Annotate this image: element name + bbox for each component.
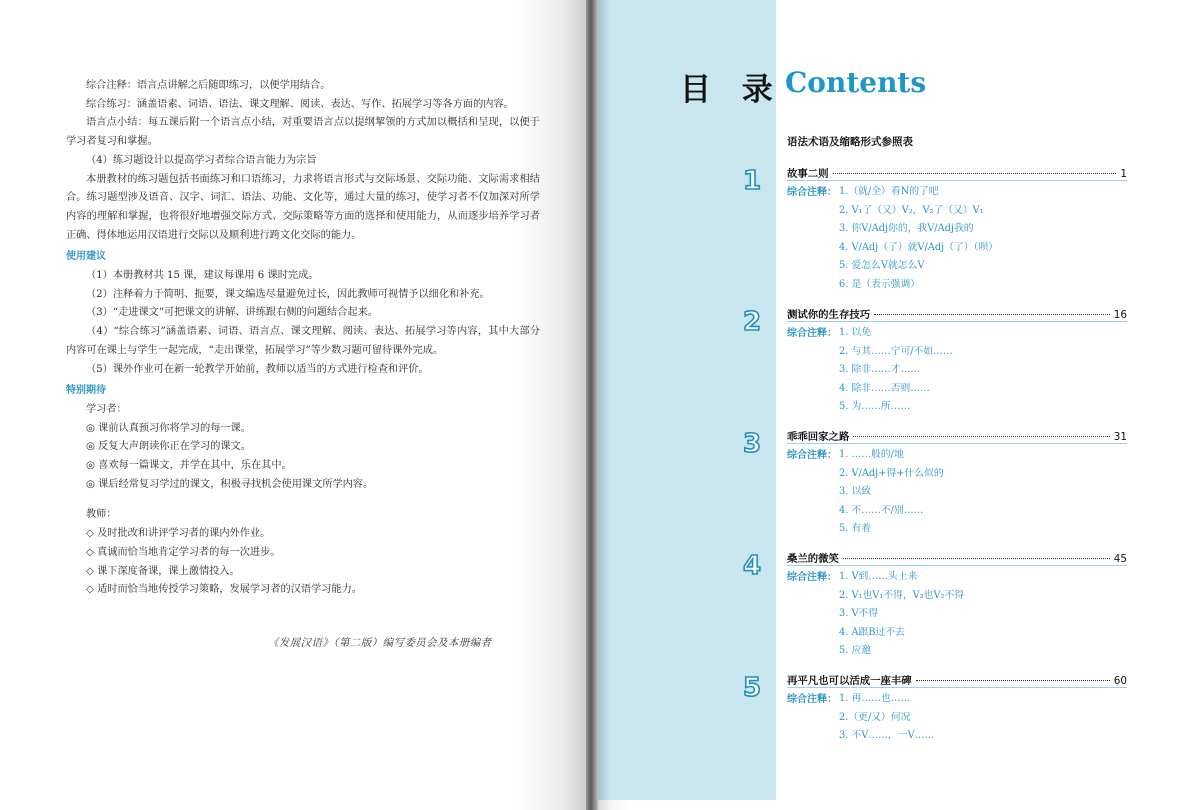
teacher-item: ◇ 及时批改和讲评学习者的课内外作业。 (86, 528, 271, 540)
lesson-page-number: 60 (1113, 675, 1127, 687)
grammar-point: 3. V不得 (839, 608, 879, 619)
learner-item: ◎ 反复大声朗读你正在学习的课文。 (86, 441, 251, 453)
lesson-page-number: 31 (1113, 431, 1127, 443)
grammar-point: 1.（就/全）看N的了吧 (839, 186, 939, 197)
teacher-item: ◇ 适时而恰当地传授学习策略，发展学习者的汉语学习能力。 (86, 584, 362, 596)
grammar-point: 5. 为……所…… (839, 401, 911, 412)
notes-label: 综合注释： (787, 450, 837, 461)
page-shadow (597, 0, 611, 800)
leader-dots (916, 680, 1110, 681)
lesson-page-number: 16 (1113, 309, 1127, 321)
lesson-page-number: 1 (1120, 168, 1127, 180)
lesson-entry[interactable] (787, 428, 1127, 443)
grammar-point: 2.（更/又）何况 (839, 711, 911, 723)
para-design: （4）练习题设计以提高学习者综合语言能力为宗旨 (86, 154, 317, 166)
grammar-point: 4. V/Adj（了）就V/Adj（了）（呗） (839, 241, 999, 253)
leader-dots (853, 436, 1109, 437)
lesson-number-badge: 2 (742, 307, 762, 337)
para-notes: 综合注释：语言点讲解之后随即练习，以便学用结合。 (86, 80, 331, 91)
grammar-point: 3. 除非……才…… (839, 364, 921, 375)
grammar-point: 2. V₁也V₁不得，V₂也V₂不得 (839, 589, 965, 601)
notes-label: 综合注释： (787, 187, 837, 198)
lesson-number-badge: 5 (742, 673, 762, 703)
teacher-item: ◇ 课下深度备课，课上激情投入。 (86, 565, 240, 577)
lesson-divider (787, 565, 1127, 566)
grammar-point: 4. A跟B过不去 (839, 626, 905, 638)
learner-item: ◎ 喜欢每一篇课文，并学在其中，乐在其中。 (86, 460, 292, 472)
lesson-entry[interactable] (787, 550, 1127, 565)
lesson-divider (787, 687, 1127, 688)
grammar-point: 3. 不V……，一V…… (839, 730, 935, 741)
lesson-title: 故事二则 (787, 168, 829, 180)
editors-signature: 《发展汉语》（第二版）编写委员会及本册编者 (268, 637, 492, 649)
left-page-body (66, 77, 540, 600)
usage-item: （3）“走进课文”可把课文的讲解、讲练跟右侧的问题结合起来。 (86, 307, 378, 319)
toc-reference-table[interactable]: 语法术语及缩略形式参照表 (787, 136, 913, 148)
notes-label: 综合注释： (787, 572, 837, 583)
lesson-number-badge: 3 (742, 429, 762, 459)
grammar-point: 3. 以致 (839, 486, 872, 497)
teacher-item: ◇ 真诚而恰当地肯定学习者的每一次进步。 (86, 546, 281, 558)
learner-label: 学习者： (86, 403, 127, 415)
grammar-point: 1. 以免 (839, 327, 872, 338)
notes-label: 综合注释： (787, 328, 837, 339)
leader-dots (833, 173, 1117, 174)
lesson-number-badge: 4 (742, 551, 762, 581)
grammar-point: 5. 应邀 (839, 645, 872, 656)
lesson-entry[interactable] (787, 672, 1127, 687)
lesson-divider (787, 321, 1127, 322)
grammar-point: 2. V₁了（又）V₂，V₂了（又）V₁ (839, 204, 984, 216)
lesson-title: 桑兰的微笑 (787, 553, 839, 565)
lesson-divider (787, 443, 1127, 444)
learner-item: ◎ 课前认真预习你将学习的每一课。 (86, 422, 251, 434)
usage-item: （1）本册教材共 15 课，建议每课用 6 课时完成。 (86, 270, 319, 282)
grammar-point: 2. V/Adj+得+什么似的 (839, 467, 944, 479)
grammar-point: 2. 与其……宁可/不如…… (839, 345, 953, 357)
usage-item: （4）“综合练习”涵盖语素、词语、语言点、课文理解、阅读、表达、拓展学习等内容，其中大部分内容可在课上与学生一起完成，“走出课堂，拓展学习”等少数习题可留待课外完成。 (66, 326, 540, 356)
grammar-point: 5. 爱怎么V就怎么V (839, 260, 925, 271)
teacher-label: 教师： (86, 509, 117, 521)
para-practice: 本册教材的练习题包括书面练习和口语练习，力求将语言形式与交际场景、交际功能、文际需求相结合。练习题型涉及语音、汉字、词汇、语法、功能、文化等，通过大量的练习，使学习者不仅加深对所学内容的理解和掌握，也将很好地增强交际方式、交际策略等方面的选择和使用能力，从而逐步培养学习者正确、得体地运用汉语进行交际以及顺利进行跨文化交际的能力。 (66, 173, 540, 241)
learner-item: ◎ 课后经常复习学过的课文，积极寻找机会使用课文所学内容。 (86, 478, 374, 490)
grammar-point: 1. 再……也…… (839, 693, 911, 704)
lesson-entry[interactable] (787, 165, 1127, 180)
notes-label: 综合注释： (787, 694, 837, 705)
usage-item: （5）课外作业可在新一轮教学开始前，教师以适当的方式进行检查和评价。 (86, 363, 429, 375)
grammar-point: 6. 是（表示强调） (839, 278, 921, 290)
lesson-divider (787, 180, 1127, 181)
grammar-point: 5. 有着 (839, 523, 872, 534)
grammar-point: 4. 除非……否则…… (839, 382, 930, 394)
lesson-title: 测试你的生存技巧 (787, 309, 871, 321)
grammar-point: 1. V到……头上来 (839, 571, 918, 582)
para-exercises: 综合练习：涵盖语素、词语、语法、课文理解、阅读、表达、写作、拓展学习等各方面的内容。 (86, 98, 514, 110)
usage-heading: 使用建议 (66, 251, 106, 263)
expect-heading: 特别期待 (66, 385, 106, 397)
leader-dots (843, 558, 1110, 559)
contents-title-cn: 目 录 (680, 72, 783, 108)
leader-dots (874, 314, 1110, 315)
contents-title-en: Contents (785, 66, 927, 99)
lesson-title: 乖乖回家之路 (787, 431, 850, 443)
lesson-title: 再平凡也可以活成一座丰碑 (787, 675, 912, 687)
grammar-point: 3. 你V/Adj你的，我V/Adj我的 (839, 223, 974, 234)
grammar-point: 1. ……般的/地 (839, 449, 904, 460)
lesson-number-badge: 1 (742, 166, 762, 196)
grammar-point: 4. 不……不/别…… (839, 504, 924, 516)
usage-item: （2）注释着力于简明、扼要，课文编选尽量避免过长，因此教师可视情予以细化和补充。 (86, 288, 490, 300)
para-summary: 语言点小结：每五课后附一个语言点小结，对重要语言点以提纲挈领的方式加以概括和呈现，以便于学习者复习和掌握。 (66, 117, 540, 148)
lesson-page-number: 45 (1113, 553, 1127, 565)
lesson-entry[interactable] (787, 306, 1127, 321)
